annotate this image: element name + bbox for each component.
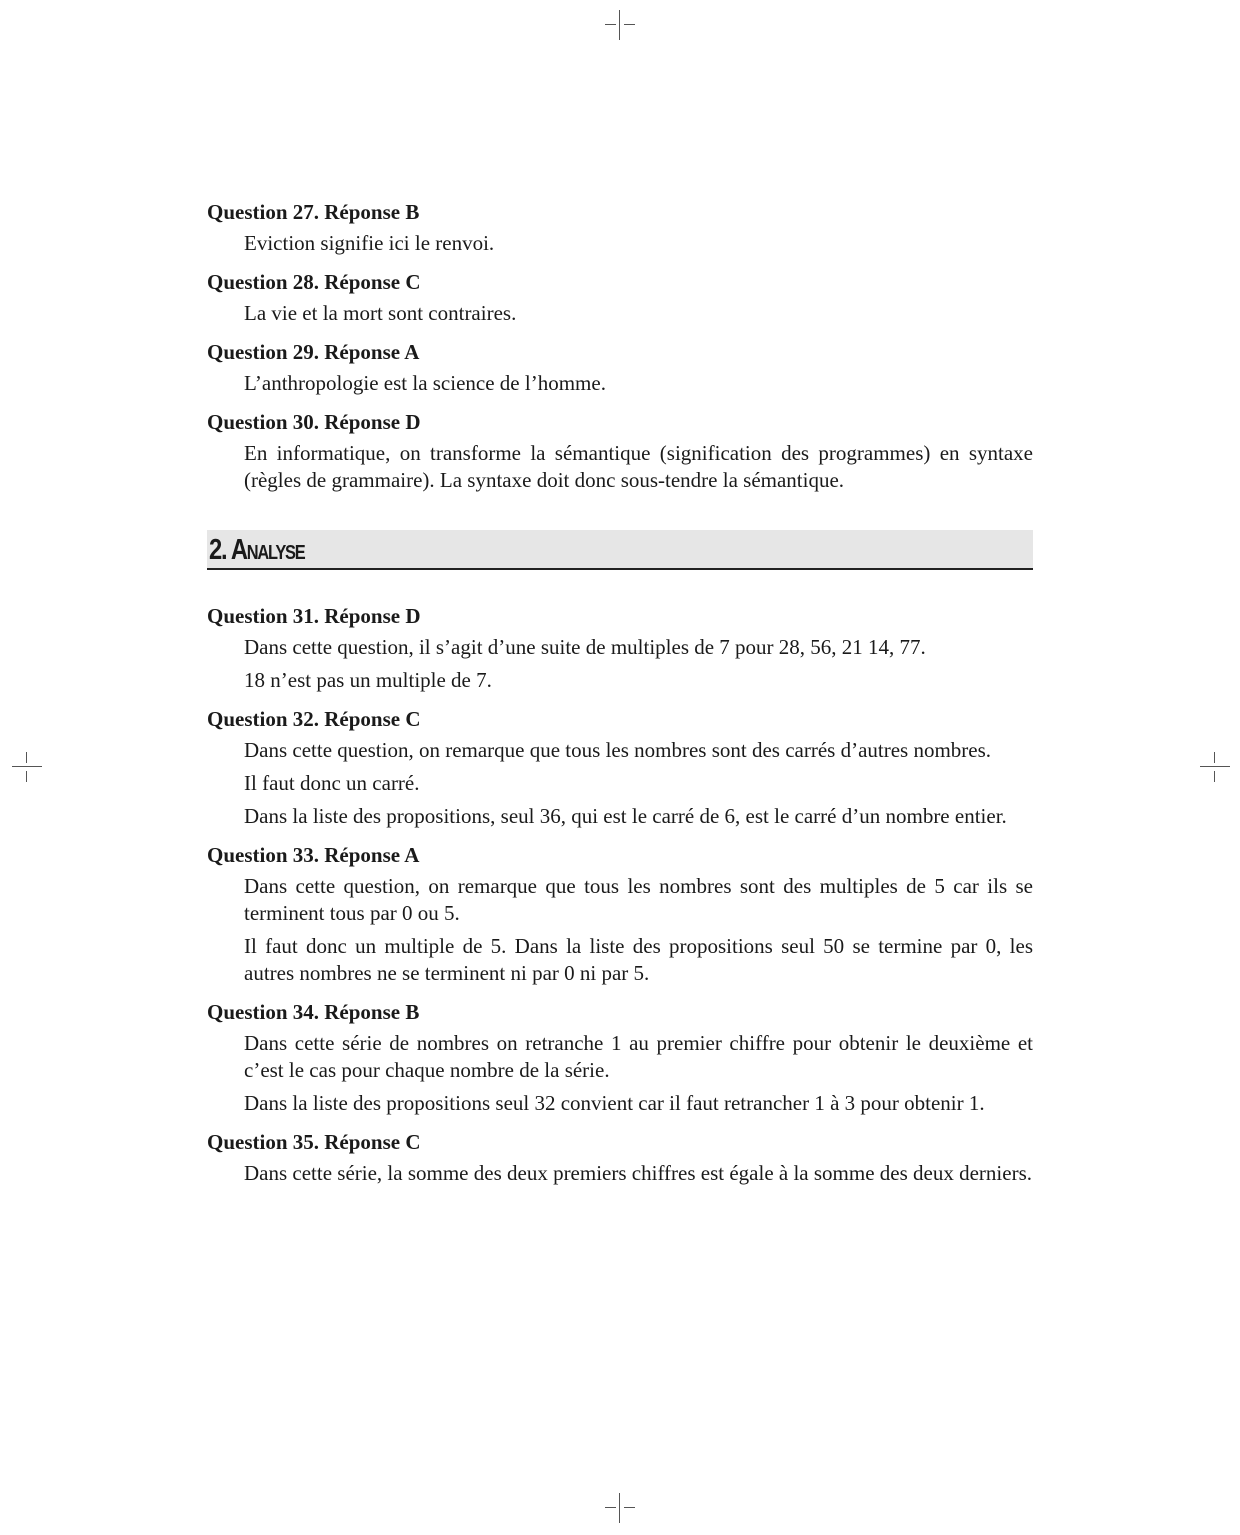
questions-after [207, 602, 1033, 1187]
page-content [207, 198, 1033, 1198]
answer-paragraph: Dans cette question, on remarque que tous les nombres sont des carrés d’autres nombres. [244, 738, 992, 762]
answer-paragraph: Dans la liste des propositions, seul 36, qui est le carré de 6, est le carré d’un nombre entier. [244, 804, 1007, 828]
question-block [207, 268, 1033, 327]
section-title: 2. Analyse [209, 534, 305, 566]
question-heading: Question 29. Réponse A [207, 340, 420, 364]
question-heading: Question 35. Réponse C [207, 1130, 421, 1154]
answer-paragraph: Il faut donc un carré. [244, 771, 420, 795]
question-block [207, 841, 1033, 987]
answer-paragraph: Dans la liste des propositions seul 32 convient car il faut retrancher 1 à 3 pour obtenir 1. [244, 1091, 985, 1115]
question-heading: Question 34. Réponse B [207, 1000, 420, 1024]
question-heading: Question 30. Réponse D [207, 410, 421, 434]
question-block [207, 998, 1033, 1117]
crop-mark-top [605, 10, 635, 40]
question-heading: Question 33. Réponse A [207, 843, 420, 867]
crop-mark-right [1200, 752, 1230, 782]
question-block [207, 602, 1033, 694]
question-block [207, 198, 1033, 257]
crop-mark-bottom [605, 1493, 635, 1523]
answer-paragraph: La vie et la mort sont contraires. [244, 301, 517, 325]
answer-paragraph: Dans cette série, la somme des deux premiers chiffres est égale à la somme des deux derniers. [244, 1161, 1032, 1185]
question-block [207, 1128, 1033, 1187]
answer-paragraph: Dans cette question, on remarque que tous les nombres sont des multiples de 5 car ils se terminent tous par 0 ou 5. [244, 874, 1033, 925]
answer-paragraph: L’anthropologie est la science de l’homme. [244, 371, 606, 395]
section-header [207, 530, 1033, 570]
answer-paragraph: 18 n’est pas un multiple de 7. [244, 668, 492, 692]
question-block [207, 408, 1033, 494]
questions-before [207, 198, 1033, 494]
question-heading: Question 32. Réponse C [207, 707, 421, 731]
question-block [207, 705, 1033, 830]
question-block [207, 338, 1033, 397]
question-heading: Question 27. Réponse B [207, 200, 420, 224]
answer-paragraph: En informatique, on transforme la sémantique (signification des programmes) en syntaxe (règles de grammaire). La syntaxe doit donc sous-tendre la sémantique. [244, 441, 1033, 492]
answer-paragraph: Eviction signifie ici le renvoi. [244, 231, 495, 255]
question-heading: Question 31. Réponse D [207, 604, 421, 628]
question-heading: Question 28. Réponse C [207, 270, 421, 294]
answer-paragraph: Dans cette série de nombres on retranche 1 au premier chiffre pour obtenir le deuxième et c’est le cas pour chaque nombre de la série. [244, 1031, 1033, 1082]
answer-paragraph: Il faut donc un multiple de 5. Dans la liste des propositions seul 50 se termine par 0, les autres nombres ne se terminent ni par 0 ni par 5. [244, 934, 1033, 985]
answer-paragraph: Dans cette question, il s’agit d’une suite de multiples de 7 pour 28, 56, 21 14, 77. [244, 635, 926, 659]
crop-mark-left [12, 752, 42, 782]
